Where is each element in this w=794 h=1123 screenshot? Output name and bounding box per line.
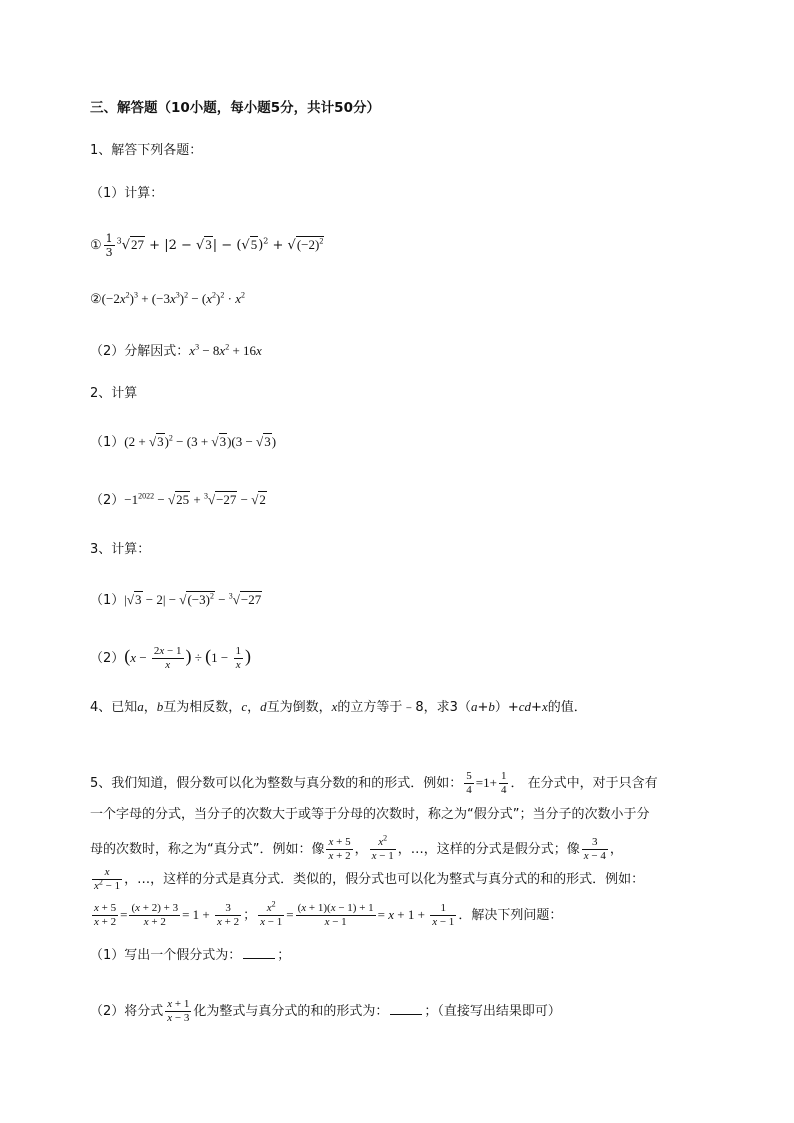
q5-sub2: （2）将分式 $\frac{x + 1}{x - 3}$ 化为整式与真分式的和的形式为： ；（直接写出结果即可） [90,998,561,1024]
item-marker: ① [90,238,102,253]
q5-line5: $\frac{x + 5}{x + 2}$ = $\frac{(x + 2) + 3}{x + 2}$ = 1 + $\frac{3}{x + 2}$ ； $\frac{x^2}{x - 1}$ = $\frac{(x + 1)(x - 1) + 1}{x - 1}$ = x + 1 + $\frac{1}{x - 1}$ ．解决下列问题： [94,899,563,928]
q1-title: 1、解答下列各题： [90,143,203,158]
item-marker: ② [90,292,102,307]
section-heading: 三、解答题（10小题，每小题5分，共计50分） [90,100,380,116]
q2-title: 2、计算 [90,386,138,401]
q5-line1: 5、我们知道，假分数可以化为整数与真分数的和的形式．例如： $\frac{5}{4}$ =1+ $\frac{1}{4}$ ． 在分式中，对于只含有 [90,770,658,796]
q2-sub2: $(2)-1^{2022} - √25 + ^3√-27 - √2$ [90,491,266,508]
q3-sub1: $(1)|√3 - 2| - √(-3)^2 - ^3√-27$ [90,591,262,608]
q4-text: 4、已知a，b互为相反数，c，d互为倒数，x的立方等于﹣8，求3（a+b）+cd+x的值． [90,699,587,715]
q5-sub1: （1）写出一个假分式为： ； [90,948,291,963]
q5-line2: 一个字母的分式，当分子的次数大于或等于分母的次数时，称之为“假分式”；当分子的次数小于分 [90,807,650,822]
q3-title: 3、计算： [90,542,151,557]
answer-blank[interactable] [390,1014,422,1015]
q1-item1: ① $\frac{1}{3}$ $^3√27 + |2 - √3| - (√5)^2 + √(-2)^2$ [90,232,324,259]
q3-sub2: （2）(x − $\frac{2x - 1}{x}$ ) ÷ (1 − $\frac{1}{x}$ ) [90,645,251,671]
q5-line3: 母的次数时，称之为“真分式”．例如：像 $\frac{x + 5}{x + 2}$ ， $\frac{x^2}{x - 1}$ ，…，这样的分式是假分式；像 $\frac{3}{x - 4}$ ， [90,833,623,862]
q5-line4: $\frac{x}{x^2 - 1}$ ，…，这样的分式是真分式．类似的，假分式也可以化为整式与真分式的和的形式．例如： [94,866,645,892]
q1-item2: $②(-2x^2)^3 + (-3x^3)^2 - (x^2)^2 \cdot x^2$ [90,290,245,307]
q1-sub2: （2）分解因式：$x^3 - 8x^2 + 16x$ [90,342,262,359]
q2-sub1: $(1)(2 + √3)^2 - (3 + √3)(3 - √3)$ [90,433,277,450]
answer-blank[interactable] [243,958,275,959]
q1-sub1: （1）计算： [90,186,164,201]
